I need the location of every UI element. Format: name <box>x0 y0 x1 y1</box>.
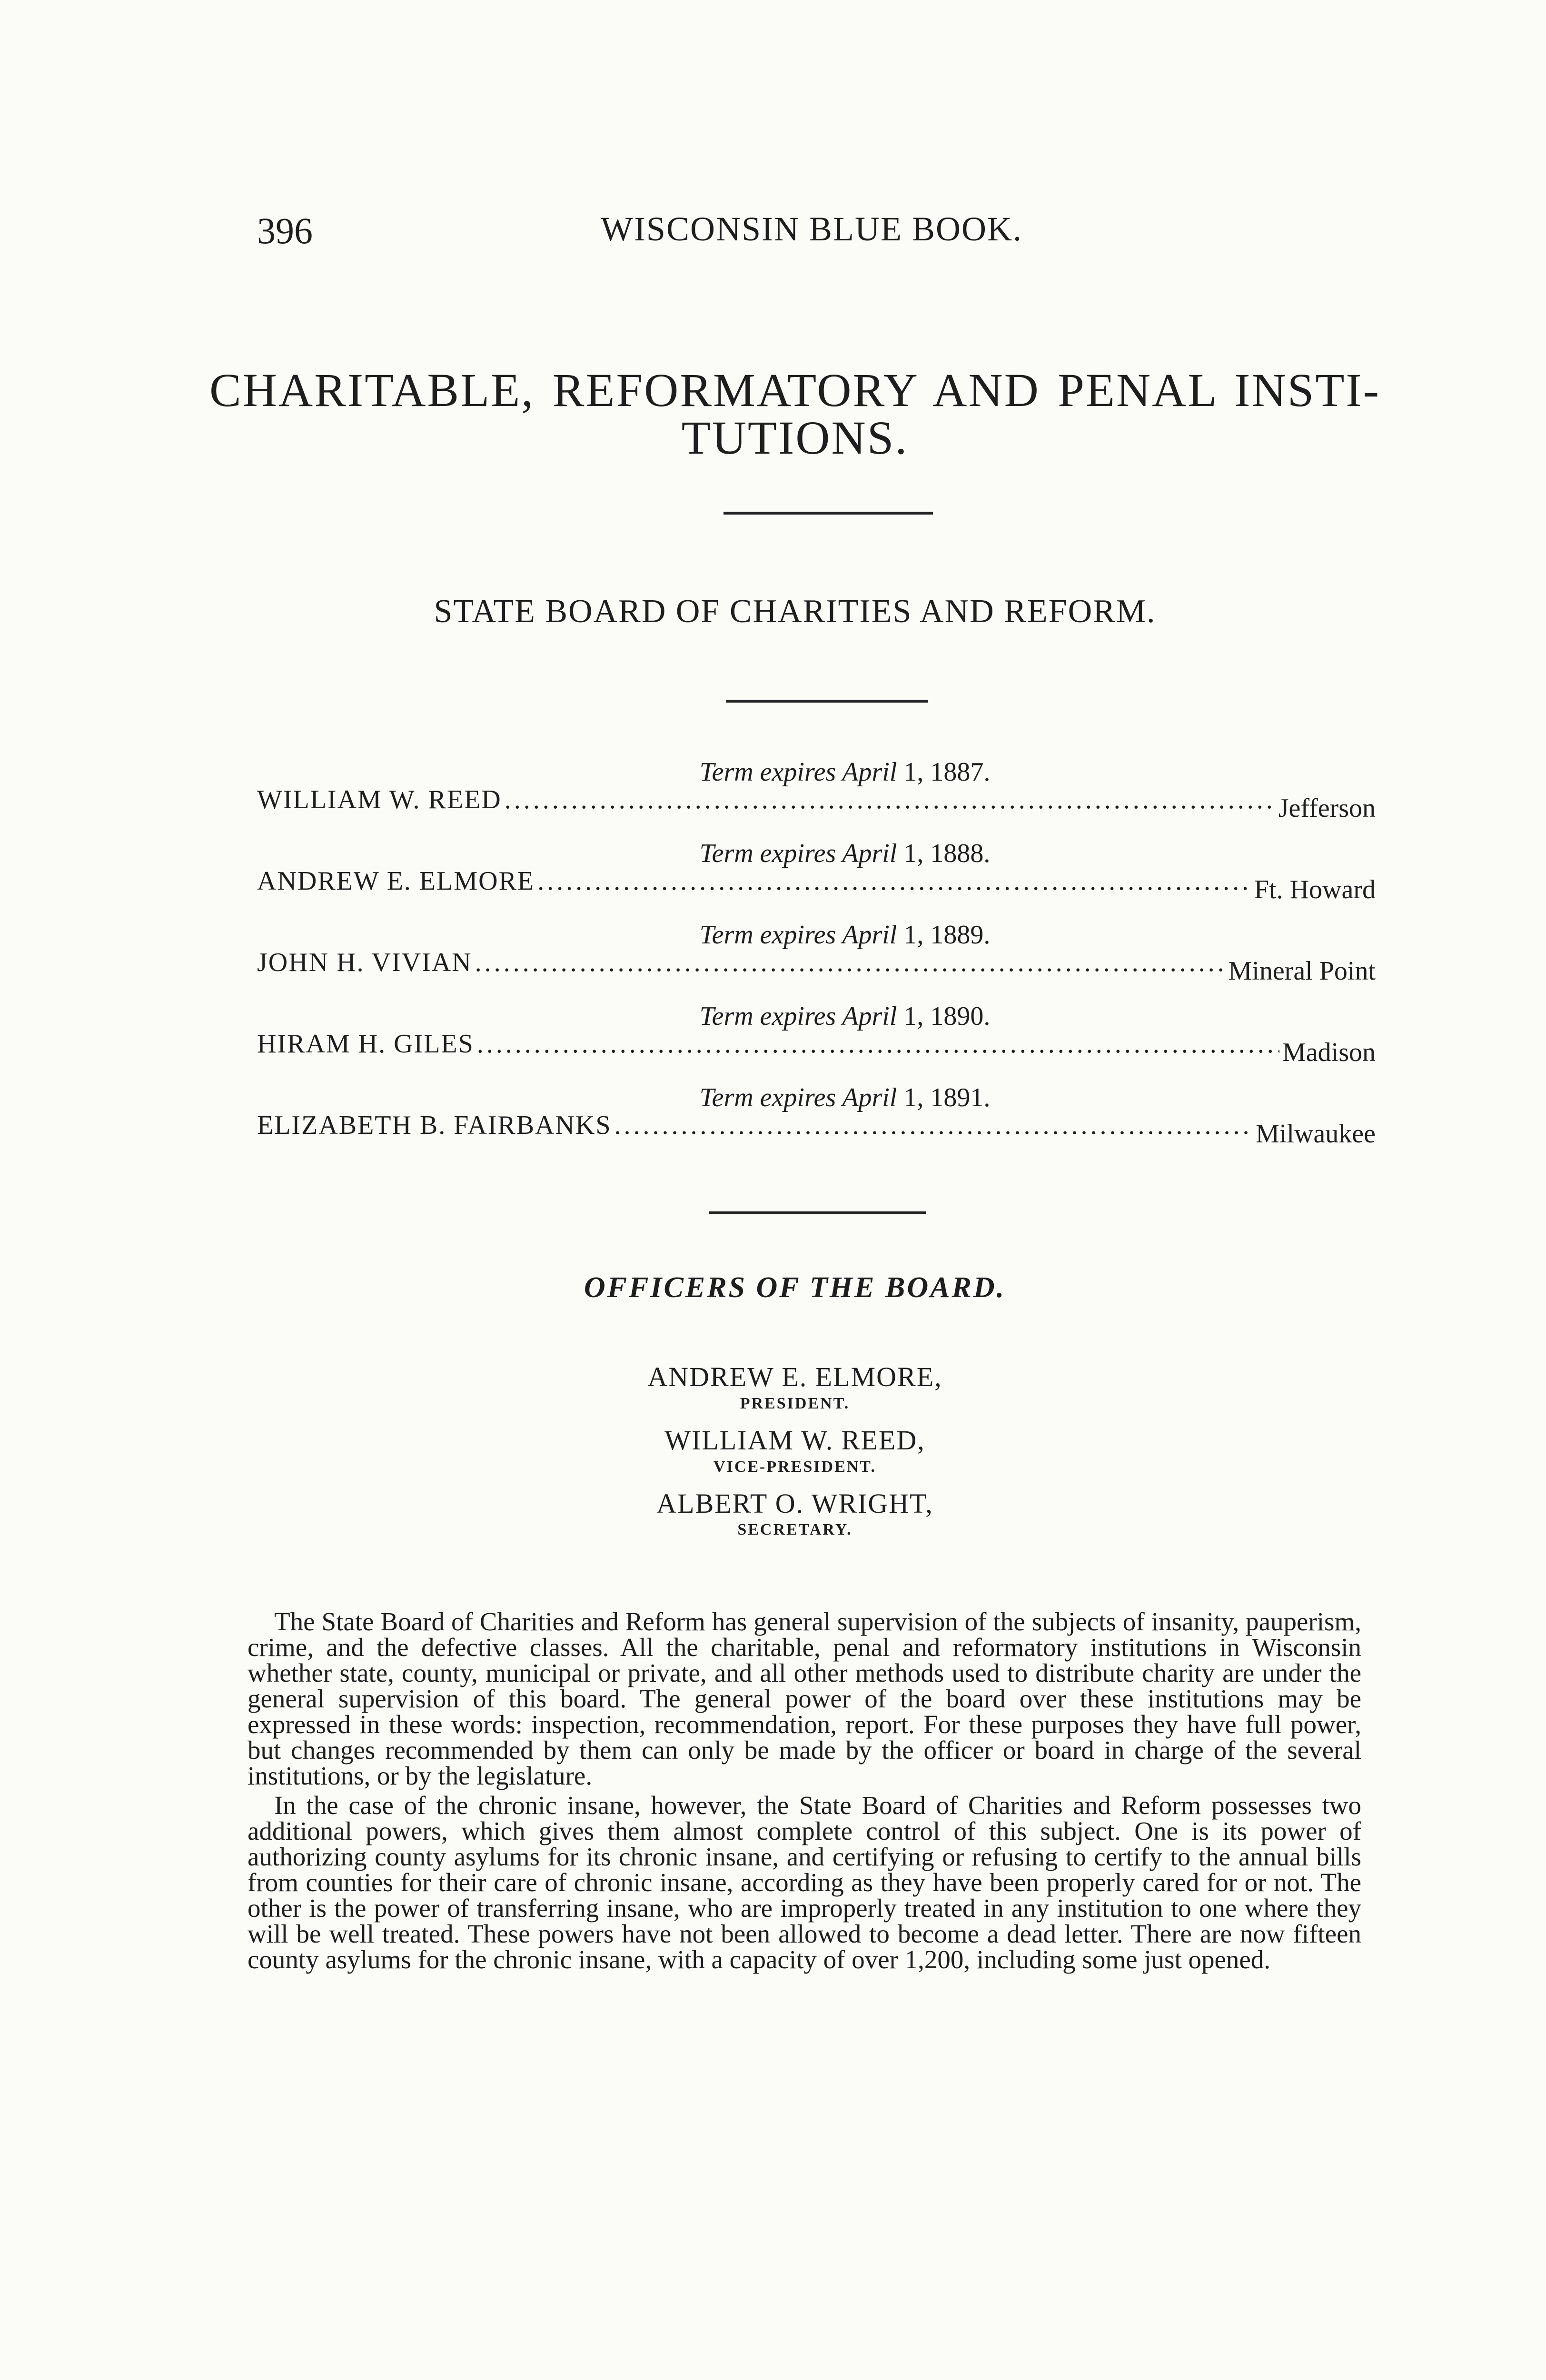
term-date: 1, 1889. <box>897 920 991 950</box>
officer-role: VICE-PRESIDENT. <box>714 1458 876 1476</box>
officer-entry <box>209 1488 1380 1541</box>
dot-leader <box>537 866 1251 896</box>
officer-name: ANDREW E. ELMORE, <box>647 1361 942 1392</box>
member-entry <box>257 757 1376 838</box>
term-expiry <box>257 1001 1376 1031</box>
term-label: Term expires April <box>699 920 897 950</box>
member-name: WILLIAM W. REED <box>257 785 502 814</box>
officers-heading: OFFICERS OF THE BOARD. <box>584 1271 1006 1304</box>
member-name: ELIZABETH B. FAIRBANKS <box>257 1111 612 1140</box>
term-label: Term expires April <box>699 1002 897 1031</box>
dot-leader <box>505 784 1276 815</box>
member-line <box>257 1029 1376 1067</box>
page-header <box>257 209 1366 257</box>
member-entry <box>257 1082 1376 1164</box>
running-title: WISCONSIN BLUE BOOK. <box>601 210 1022 248</box>
term-date: 1, 1890. <box>897 1002 991 1031</box>
member-residence: Ft. Howard <box>1254 875 1376 904</box>
member-residence: Milwaukee <box>1256 1119 1376 1149</box>
term-date: 1, 1888. <box>897 839 991 868</box>
term-label: Term expires April <box>699 1083 897 1112</box>
board-members-list <box>257 757 1376 1164</box>
term-label: Term expires April <box>699 757 897 787</box>
page-number: 396 <box>257 210 313 251</box>
officers-list <box>209 1361 1380 1551</box>
officer-role: SECRETARY. <box>737 1521 852 1539</box>
page-title <box>209 364 1380 464</box>
officer-entry <box>209 1425 1380 1478</box>
dot-leader <box>614 1110 1253 1140</box>
paragraph: In the case of the chronic insane, however, the State Board of Charities and Reform possesses two additional powers, which gives them almost complete control of this subject. One is its power of authorizing county asylums for its chronic insane, and certifying or refusing to certify to the annual bills from counties for their care of chronic insane, according as they have been properly cared for or not. The other is the power of transferring insane, who are improperly treated in any institution to one where they will be well treated. These powers have not been allowed to become a dead letter. There are now fifteen county asylums for the chronic insane, with a capacity of over 1,200, including some just opened. <box>248 1791 1361 1974</box>
dot-leader <box>475 947 1226 978</box>
term-label: Term expires April <box>699 839 897 868</box>
term-expiry <box>257 920 1376 950</box>
page-title-line-2: TUTIONS. <box>681 411 909 464</box>
term-expiry <box>257 838 1376 869</box>
member-residence: Jefferson <box>1278 793 1376 823</box>
term-expiry <box>257 757 1376 787</box>
member-line <box>257 1110 1376 1149</box>
term-expiry <box>257 1082 1376 1113</box>
divider-rule <box>723 512 933 515</box>
officer-role: PRESIDENT. <box>740 1394 850 1412</box>
divider-rule <box>709 1211 926 1214</box>
member-name: HIRAM H. GILES <box>257 1029 474 1059</box>
member-entry <box>257 838 1376 920</box>
paragraph: The State Board of Charities and Reform has general supervision of the subjects of insanity, pauperism, crime, and the defective classes. All the charitable, penal and reformatory institutions in Wisconsin whether state, county, municipal or private, and all other methods used to distribute charity are under the general supervision of this board. The general power of the board over these institutions may be expressed in these words: inspection, recommendation, report. For these purposes they have full power, but changes recommended by them can only be made by the officer or board in charge of the several institutions, or by the legislature. <box>248 1607 1361 1790</box>
page-title-line-1: CHARITABLE, REFORMATORY AND PENAL INSTI- <box>209 364 1380 416</box>
member-name: JOHN H. VIVIAN <box>257 948 472 977</box>
member-line <box>257 947 1376 986</box>
term-date: 1, 1891. <box>897 1083 991 1112</box>
term-date: 1, 1887. <box>897 757 991 787</box>
section-title: STATE BOARD OF CHARITIES AND REFORM. <box>434 593 1156 630</box>
member-entry <box>257 1001 1376 1082</box>
member-residence: Mineral Point <box>1228 956 1376 986</box>
officer-name: WILLIAM W. REED, <box>664 1424 925 1456</box>
divider-rule <box>726 700 928 703</box>
member-line <box>257 784 1376 823</box>
member-residence: Madison <box>1282 1038 1376 1067</box>
officer-entry <box>209 1361 1380 1414</box>
member-entry <box>257 920 1376 1001</box>
member-line <box>257 866 1376 904</box>
member-name: ANDREW E. ELMORE <box>257 866 535 896</box>
dot-leader <box>477 1029 1279 1059</box>
officer-name: ALBERT O. WRIGHT, <box>656 1488 933 1519</box>
body-text <box>248 1609 1361 1973</box>
